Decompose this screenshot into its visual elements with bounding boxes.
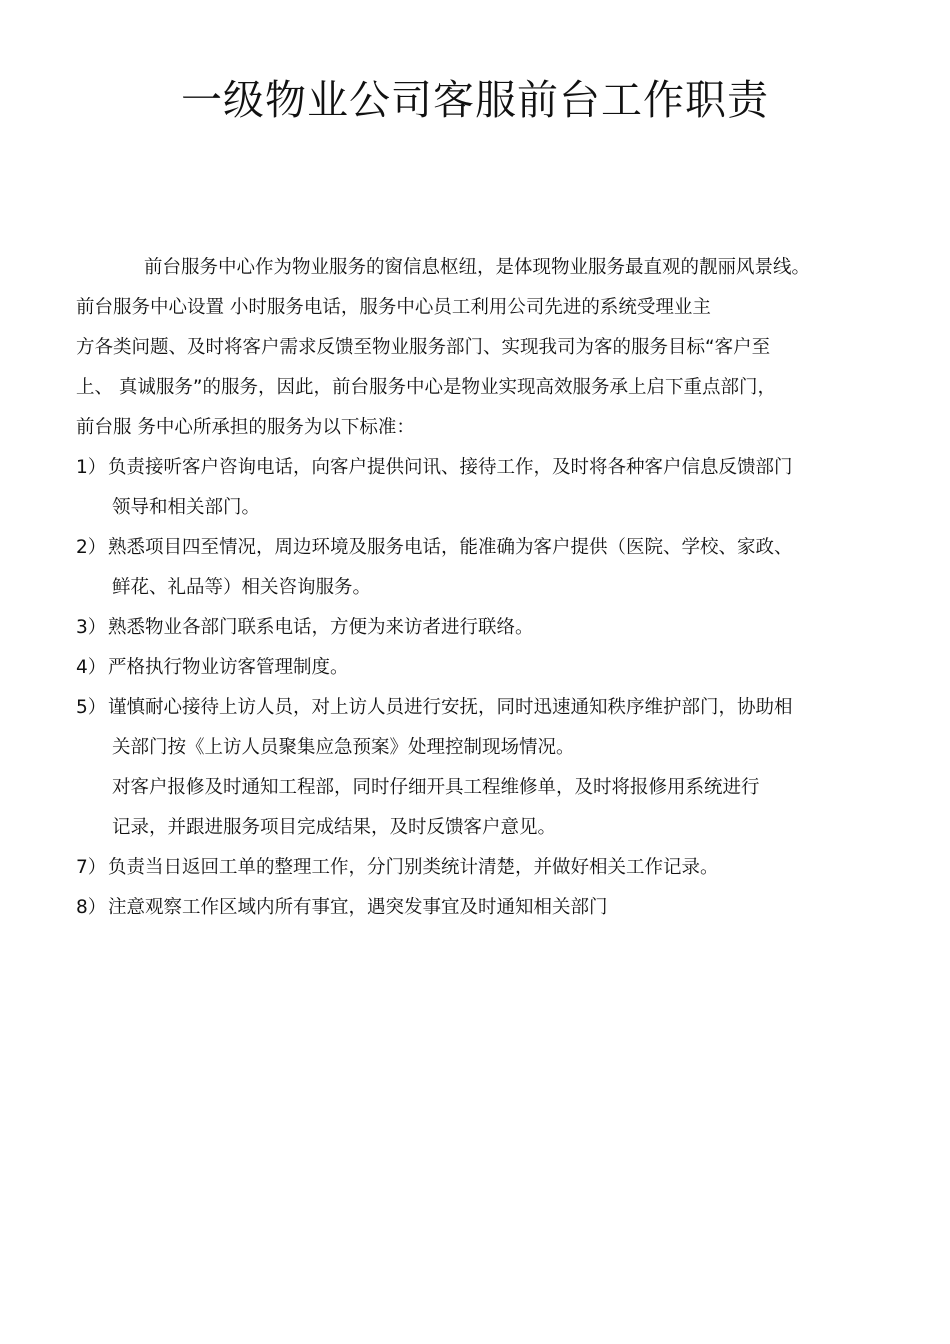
item-text-continued: 鲜花、礼品等）相关咨询服务。 (112, 577, 372, 598)
item-text-continued: 对客户报修及时通知工程部，同时仔细开具工程维修单，及时将报修用系统进行 (112, 777, 760, 798)
item-number: 1） (76, 457, 107, 478)
item-text: 熟悉项目四至情况，周边环境及服务电话，能准确为客户提供（医院、学校、家政、 (108, 537, 793, 558)
item-number: 8） (76, 897, 107, 918)
item-number: 7） (76, 857, 107, 878)
item-text-continued: 关部门按《上访人员聚集应急预案》处理控制现场情况。 (112, 737, 575, 758)
item-text-continued: 记录，并跟进服务项目完成结果，及时反馈客户意见。 (112, 817, 557, 838)
intro-line: 上、 真诚服务”的服务，因此，前台服务中心是物业实现高效服务承上启下重点部门， (76, 377, 776, 398)
document-body (76, 248, 876, 928)
item-text: 熟悉物业各部门联系电话，方便为来访者进行联络。 (108, 617, 534, 638)
item-text-continued: 领导和相关部门。 (112, 497, 261, 518)
intro-line: 前台服 务中心所承担的服务为以下标准： (76, 417, 415, 438)
item-text: 谨慎耐心接待上访人员，对上访人员进行安抚，同时迅速通知秩序维护部门，协助相 (108, 697, 793, 718)
item-number: 4） (76, 657, 107, 678)
item-number: 3） (76, 617, 107, 638)
list-item (76, 648, 876, 688)
document-title: 一级物业公司客服前台工作职责 (181, 76, 769, 124)
list-item (76, 688, 876, 848)
intro-line: 方各类问题、及时将客户需求反馈至物业服务部门、实现我司为客的服务目标“客户至 (76, 337, 771, 358)
list-item (76, 448, 876, 528)
item-text: 严格执行物业访客管理制度。 (108, 657, 349, 678)
item-text: 注意观察工作区域内所有事宜，遇突发事宜及时通知相关部门 (108, 897, 608, 918)
item-number: 2） (76, 537, 107, 558)
list-item (76, 888, 876, 928)
item-text: 负责接听客户咨询电话，向客户提供问讯、接待工作，及时将各种客户信息反馈部门 (108, 457, 793, 478)
duty-list (76, 448, 876, 928)
intro-line: 前台服务中心作为物业服务的窗信息枢纽，是体现物业服务最直观的靓丽风景线。 (144, 257, 811, 278)
list-item (76, 608, 876, 648)
item-number: 5） (76, 697, 107, 718)
list-item (76, 848, 876, 888)
intro-line: 前台服务中心设置 小时服务电话，服务中心员工利用公司先进的系统受理业主 (76, 297, 711, 318)
item-text: 负责当日返回工单的整理工作，分门别类统计清楚，并做好相关工作记录。 (108, 857, 719, 878)
intro-paragraph (76, 248, 876, 448)
list-item (76, 528, 876, 608)
